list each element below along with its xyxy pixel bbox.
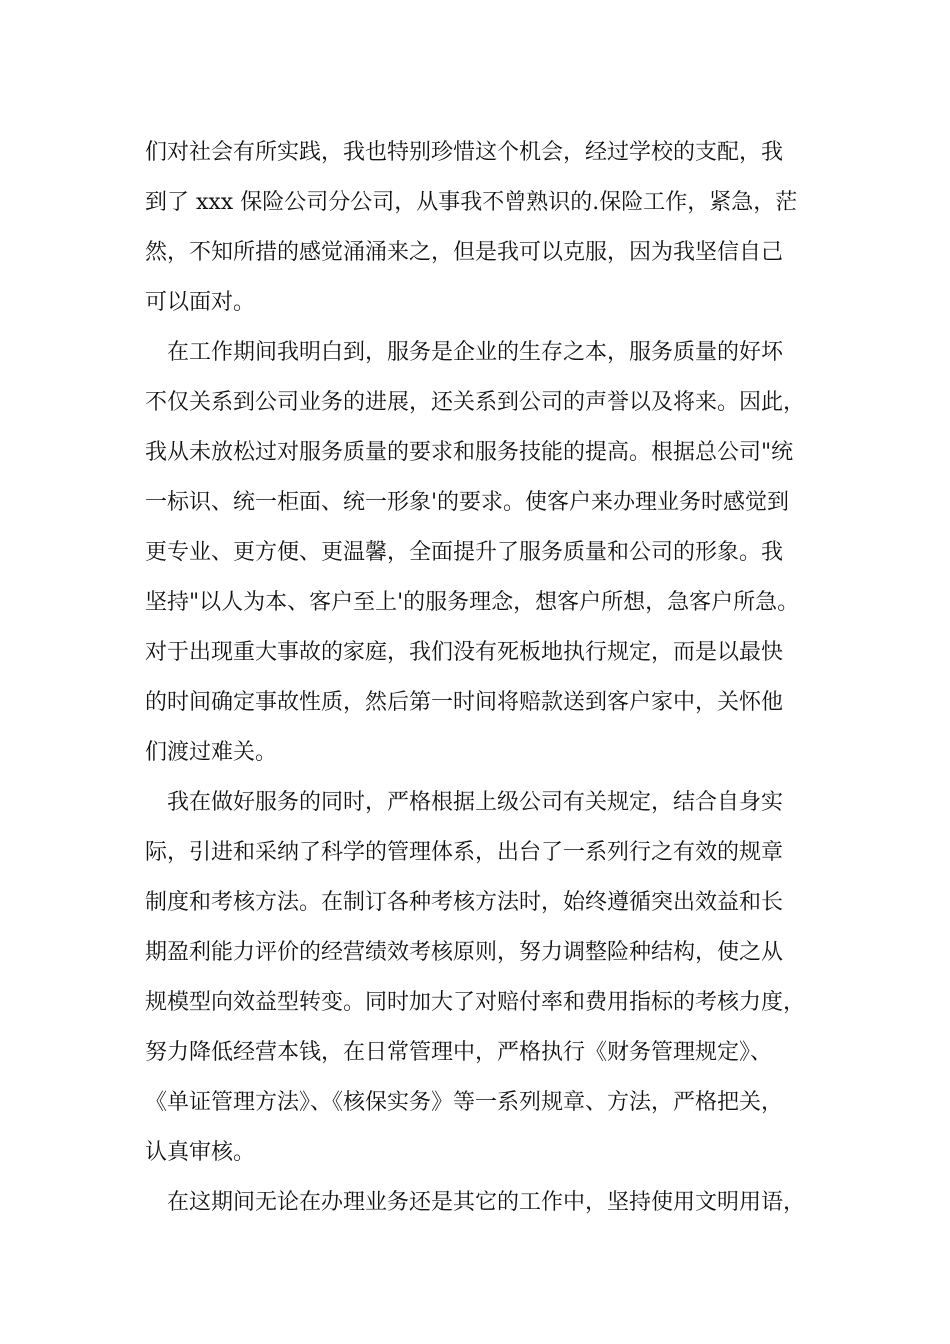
text-line: 可以面对。 <box>145 290 256 315</box>
text-line: 不仅关系到公司业务的进展，还关系到公司的声誉以及将来。因此， <box>145 390 806 415</box>
paragraph-3 <box>145 778 825 1178</box>
text-line: 期盈利能力评价的经营绩效考核原则，努力调整险种结构，使之从 <box>145 940 784 965</box>
text-line: 更专业、更方便、更温馨，全面提升了服务质量和公司的形象。我 <box>145 540 784 565</box>
text-line: 对于出现重大事故的家庭，我们没有死板地执行规定，而是以最快 <box>145 640 784 665</box>
text-line: 们渡过难关。 <box>145 740 278 765</box>
text-line: 然，不知所措的感觉涌涌来之，但是我可以克服，因为我坚信自己 <box>145 240 784 265</box>
paragraph-4 <box>145 1178 825 1228</box>
text-line: 们对社会有所实践，我也特别珍惜这个机会，经过学校的支配，我 <box>145 140 784 165</box>
paragraph-2 <box>145 328 825 778</box>
text-line: 一标识、统一柜面、统一形象'的要求。使客户来办理业务时感觉到 <box>145 490 790 515</box>
text-line: 制度和考核方法。在制订各种考核方法时，始终遵循突出效益和长 <box>145 890 784 915</box>
text-line: 的时间确定事故性质，然后第一时间将赔款送到客户家中，关怀他 <box>145 690 784 715</box>
paragraph-1 <box>145 128 825 328</box>
text-line: 在工作期间我明白到，服务是企业的生存之本，服务质量的好坏 <box>167 340 784 365</box>
text-line: 到了 xxx 保险公司分公司，从事我不曾熟识的.保险工作，紧急，茫 <box>145 190 798 215</box>
text-line: 我在做好服务的同时，严格根据上级公司有关规定，结合自身实 <box>167 790 784 815</box>
text-line: 规模型向效益型转变。同时加大了对赔付率和费用指标的考核力度， <box>145 990 806 1015</box>
text-line: 在这期间无论在办理业务还是其它的工作中，坚持使用文明用语， <box>167 1190 806 1215</box>
text-line: 《单证管理方法》、《核保实务》等一系列规章、方法，严格把关， <box>145 1090 784 1115</box>
text-line: 认真审核。 <box>145 1140 256 1165</box>
text-line: 际，引进和采纳了科学的管理体系，出台了一系列行之有效的规章 <box>145 840 784 865</box>
document-body <box>145 128 825 1228</box>
text-line: 坚持"以人为本、客户至上'的服务理念，想客户所想，急客户所急。 <box>145 590 800 615</box>
text-line: 我从未放松过对服务质量的要求和服务技能的提高。根据总公司"统 <box>145 440 794 465</box>
text-line: 努力降低经营本钱，在日常管理中，严格执行《财务管理规定》、 <box>145 1040 773 1065</box>
